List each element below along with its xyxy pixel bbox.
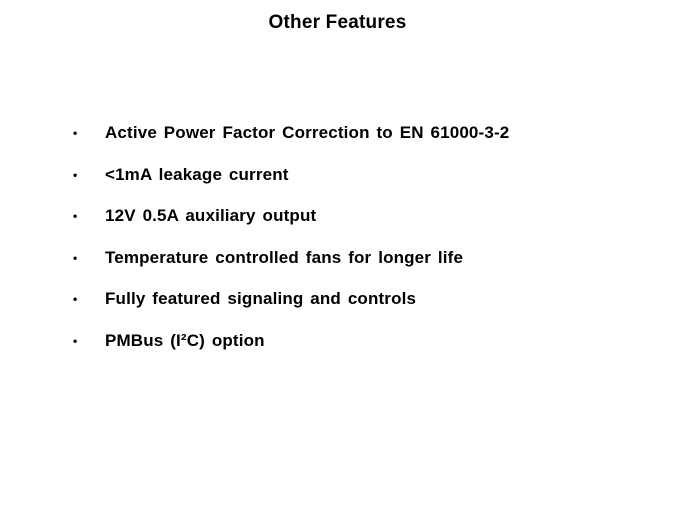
slide-title: Other Features bbox=[268, 12, 407, 33]
list-item bbox=[73, 246, 653, 288]
bullet-icon: • bbox=[73, 126, 78, 140]
bullet-icon: • bbox=[73, 250, 78, 265]
list-item bbox=[73, 329, 653, 371]
bullet-icon: • bbox=[73, 209, 78, 224]
bullet-text: Fully featured signaling and controls bbox=[105, 289, 417, 309]
list-item bbox=[73, 121, 653, 163]
list-item bbox=[73, 204, 653, 246]
bullet-icon: • bbox=[73, 333, 78, 348]
list-item bbox=[73, 163, 653, 205]
bullet-icon: • bbox=[73, 167, 78, 182]
bullet-text: Active Power Factor Correction to EN 61000-3-2 bbox=[105, 123, 510, 142]
bullet-text: PMBus (I²C) option bbox=[105, 330, 265, 350]
list-item bbox=[73, 287, 653, 329]
bullet-text: 12V 0.5A auxiliary output bbox=[105, 206, 317, 226]
bullet-text: Temperature controlled fans for longer life bbox=[105, 247, 464, 267]
bullet-list bbox=[73, 121, 653, 371]
bullet-text: <1mA leakage current bbox=[105, 164, 289, 184]
bullet-icon: • bbox=[73, 292, 78, 307]
